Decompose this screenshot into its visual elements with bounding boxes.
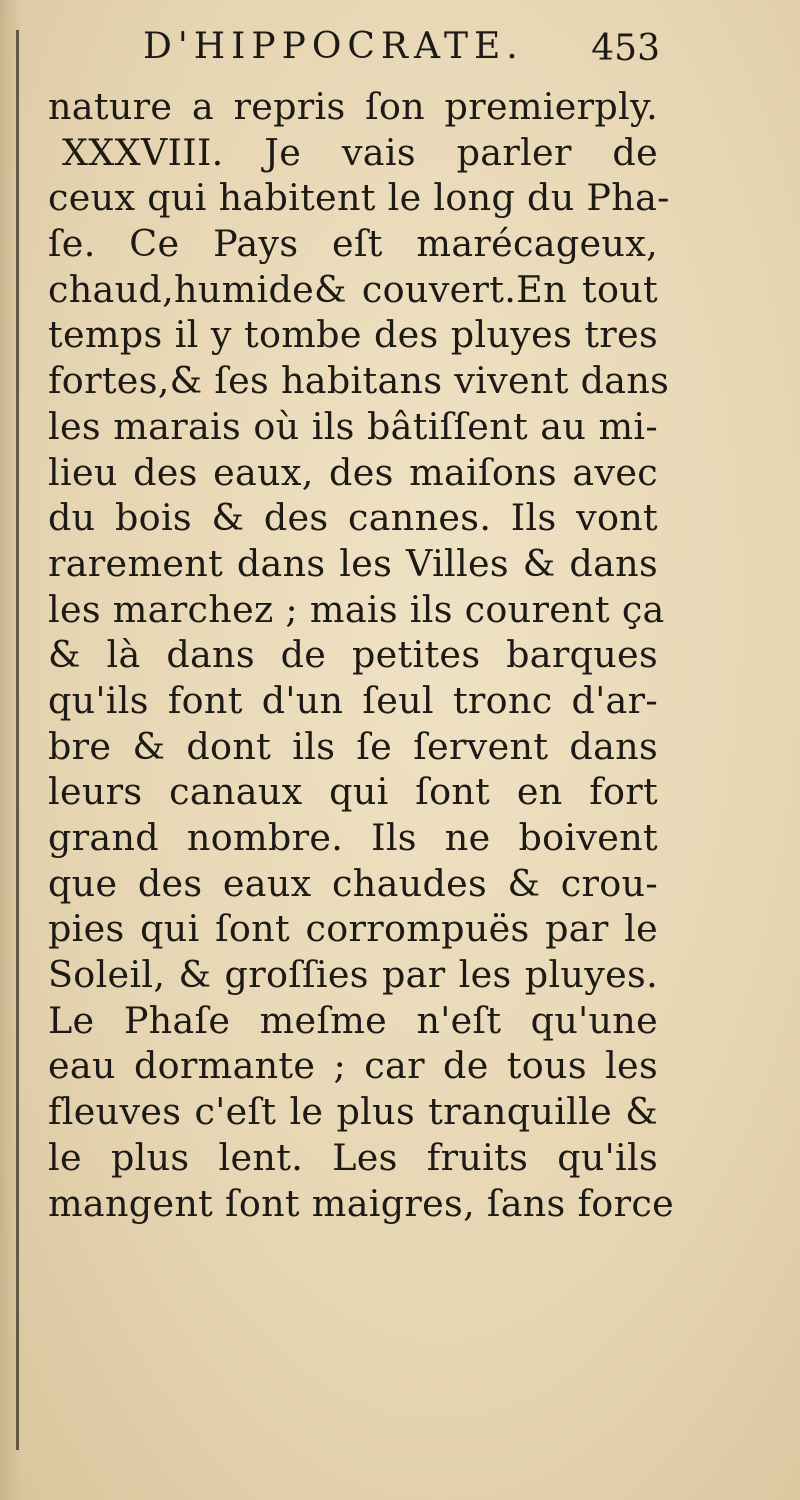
body-text (48, 84, 674, 1226)
text-line: eau dormante ; car de tous les (48, 1044, 658, 1088)
text-line: grand nombre. Ils ne boivent (48, 816, 658, 859)
text-line: lieu des eaux, des maiſons avec (48, 450, 658, 494)
text-line: chaud,humide& couvert.En tout (48, 267, 658, 311)
text-line: le plus lent. Les fruits qu'ils (48, 1135, 658, 1179)
running-head (48, 22, 658, 84)
text-line: Soleil, & groſſies par les pluyes. (48, 953, 658, 997)
text-line: nature a repris ſon premierply. (48, 85, 658, 128)
text-line: Le Phaſe meſme n'eſt qu'une (48, 998, 658, 1042)
text-line: & là dans de petites barques (48, 633, 658, 677)
page-text-block (48, 22, 674, 1226)
page-edge-rule (16, 30, 19, 1450)
text-line: qu'ils font d'un ſeul tronc d'ar- (48, 678, 658, 722)
text-line: ceux qui habitent le long du Pha- (48, 176, 670, 220)
text-line: les marais où ils bâtiſſent au mi- (48, 404, 658, 448)
text-line: pies qui ſont corrompuës par le (48, 907, 658, 951)
text-line: leurs canaux qui ſont en fort (48, 770, 658, 814)
text-line: du bois & des cannes. Ils vont (48, 496, 658, 540)
text-line: fleuves c'eſt le plus tranquille & (48, 1090, 658, 1134)
text-line: fortes,& ſes habitans vivent dans (48, 359, 670, 403)
text-line: temps il y tombe des pluyes tres (48, 313, 658, 357)
text-line: bre & dont ils ſe ſervent dans (48, 724, 658, 768)
text-line: les marchez ; mais ils courent ça (48, 587, 665, 631)
page-number: 453 (591, 28, 660, 69)
text-line: ſe. Ce Pays eſt marécageux, (48, 222, 658, 266)
text-line: mangent ſont maigres, ſans force (48, 1181, 674, 1225)
text-line: rarement dans les Villes & dans (48, 541, 658, 585)
text-line: XXXVIII. Je vais parler de (62, 130, 658, 174)
running-title: D'HIPPOCRATE. (143, 26, 524, 67)
text-line: que des eaux chaudes & crou- (48, 861, 658, 905)
